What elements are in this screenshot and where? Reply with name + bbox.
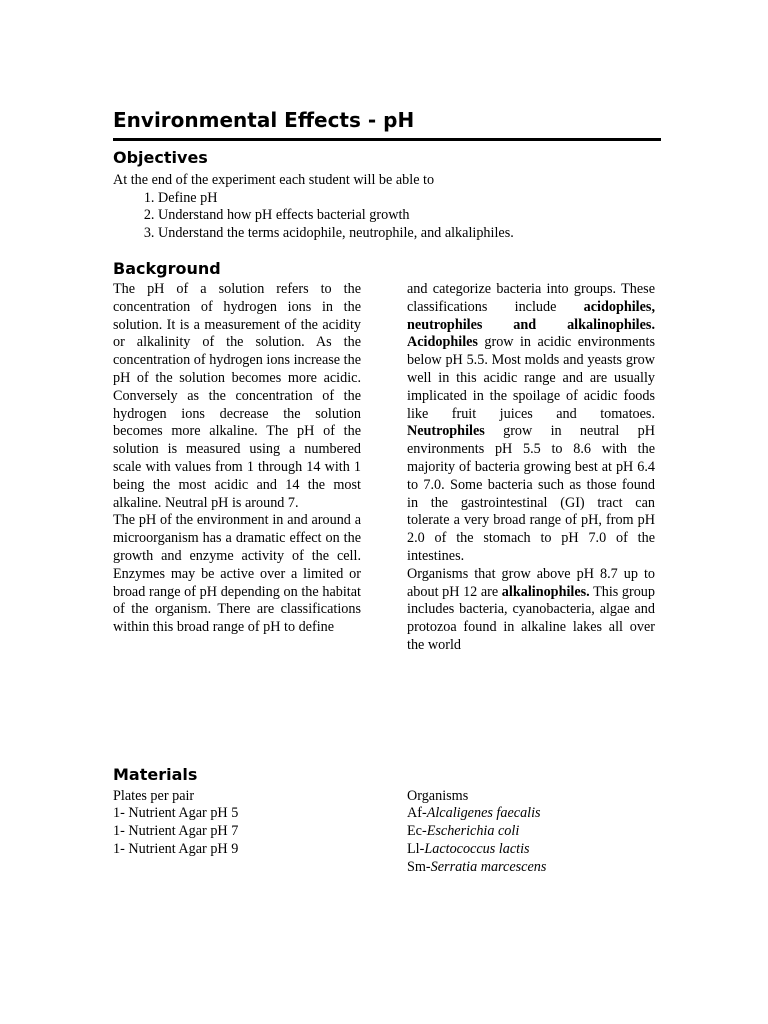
plate-item: 1- Nutrient Agar pH 7 xyxy=(113,823,239,840)
background-paragraph: The pH of the environment in and around a microorganism has a dramatic effect on the growth and enzyme activity of the cell. Enzymes may be active over a limited or broad range of pH depending on the habitat of the organism. There are classifications within this broad range of pH to define xyxy=(113,512,361,636)
text-run: Organisms that grow above pH 8.7 up to about pH 12 are xyxy=(407,565,655,600)
organism-name: Lactococcus lactis xyxy=(424,840,530,857)
page-title: Environmental Effects - pH xyxy=(113,108,415,132)
term-acidophiles: Acidophiles xyxy=(407,334,478,351)
organisms-list xyxy=(407,788,657,877)
term-alkalinophiles: alkalinophiles. xyxy=(501,583,590,600)
background-left-column xyxy=(113,281,361,637)
term-neutrophiles: Neutrophiles xyxy=(407,423,485,440)
background-heading: Background xyxy=(113,259,221,278)
plate-item: 1- Nutrient Agar pH 5 xyxy=(113,805,239,822)
objective-item: 2. Understand how pH effects bacterial growth xyxy=(158,207,514,225)
text-run: grow in neutral pH environments pH 5.5 to 8.6 with the majority of bacteria growing best at pH 6.4 to 7.0. Some bacteria such as those found in the gastrointestinal (GI) tract can tolerate a very broad range of pH, from pH 2.0 of the stomach to pH 7.0 of the intestines. xyxy=(407,423,655,564)
objectives-heading: Objectives xyxy=(113,148,208,167)
background-paragraph xyxy=(407,281,655,566)
organism-code: Ll- xyxy=(407,840,425,857)
organism-name: Escherichia coli xyxy=(426,823,520,840)
background-right-column xyxy=(407,281,655,655)
organism-item xyxy=(407,823,657,841)
text-run: and categorize bacteria into groups. These classifications include xyxy=(407,281,655,315)
organism-name: Serratia marcescens xyxy=(430,858,547,875)
objectives-list xyxy=(113,190,514,243)
organism-code: Af- xyxy=(407,805,427,822)
organisms-heading: Organisms xyxy=(407,787,469,804)
plates-list xyxy=(113,788,363,859)
text-run: grow in acidic environments below pH 5.5. Most molds and yeasts grow well in this acidic range and are usually implicated in the spoilage of acidic foods like fruit juices and tomatoes. xyxy=(407,334,655,422)
term-groups: acidophiles, neutrophiles and alkalinophiles. xyxy=(407,298,655,333)
background-paragraph xyxy=(407,566,655,655)
objective-item: 1. Define pH xyxy=(158,190,514,208)
organism-item xyxy=(407,805,657,823)
plates-heading: Plates per pair xyxy=(113,787,195,804)
organism-item xyxy=(407,859,657,877)
title-rule xyxy=(113,138,661,141)
plate-item: 1- Nutrient Agar pH 9 xyxy=(113,840,239,857)
objectives-intro: At the end of the experiment each student will be able to xyxy=(113,172,435,188)
organism-name: Alcaligenes faecalis xyxy=(426,805,541,822)
text-run: This group includes bacteria, cyanobacteria, algae and protozoa found in alkaline lakes all over the world xyxy=(407,583,655,653)
organism-code: Ec- xyxy=(407,823,427,840)
materials-heading: Materials xyxy=(113,765,198,784)
background-paragraph: The pH of a solution refers to the concentration of hydrogen ions in the solution. It is a measurement of the acidity or alkalinity of the solution. As the concentration of hydrogen ions increase the pH of the solution becomes more acidic. Conversely as the concentration of the hydrogen ions decrease the solution becomes more alkaline. The pH of the solution is measured using a numbered scale with values from 1 through 14 with 1 being the most acidic and 14 the most alkaline. Neutral pH is around 7. xyxy=(113,281,361,511)
organism-item xyxy=(407,841,657,859)
organism-code: Sm- xyxy=(407,858,431,875)
objective-item: 3. Understand the terms acidophile, neutrophile, and alkaliphiles. xyxy=(158,225,514,243)
